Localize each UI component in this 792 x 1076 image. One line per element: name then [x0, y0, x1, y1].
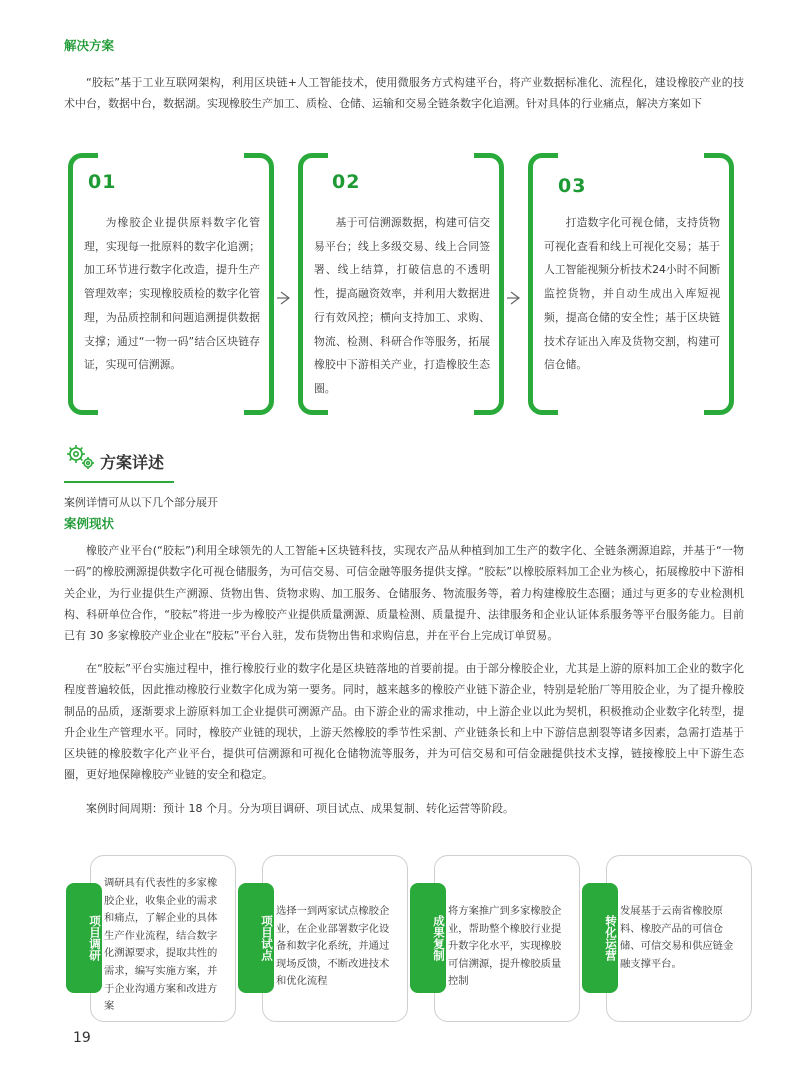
case-paragraph-2: 在“胶耘”平台实施过程中，推行橡胶行业的数字化是区块链落地的首要前提。由于部分橡胶企业，尤其是上游的原料加工企业的数字化程度普遍较低，因此推动橡胶行业数字化成为第一要务。同时，越来越多的橡胶产业链下游企业，特别是轮胎厂等用胶企业，为了提升橡胶制品的品质，逐渐要求上游原料加工企业提供可溯源产品。由下游企业的需求推动，中上游企业以此为契机，积极推动企业数字化转型，提升企业生产管理水平。同时，橡胶产业链的现状，上游天然橡胶的季节性采割、产业链条长和上中下游信息割裂等诸多因素，急需打造基于区块链的橡胶数字化产业平台，提供可信溯源和可视化仓储物流等服务，并为可信交易和可信金融提供技术支撑，链接橡胶上中下游生态圈，更好地保障橡胶产业链的安全和稳定。: [64, 662, 744, 782]
phase-tab: 成果复制: [410, 883, 446, 993]
section-title: 方案详述: [100, 453, 165, 472]
solution-intro: “胶耘”基于工业互联网架构，利用区块链+人工智能技术，使用微服务方式构建平台，将产业数据标准化、流程化，建设橡胶产业的技术中台，数据中台，数据湖。实现橡胶生产加工、质检、仓储、运输和交易全链条数字化追溯。针对具体的行业痛点，解决方案如下: [64, 76, 744, 111]
phase-text: 调研具有代表性的多家橡胶企业，收集企业的需求和痛点，了解企业的具体生产作业流程，结合数字化溯源要求，提取共性的需求，编写实施方案，并于企业沟通方案和改进方案: [104, 877, 218, 1013]
page-number: 19: [73, 1030, 91, 1046]
case-paragraph-1: 橡胶产业平台(“胶耘”)利用全球领先的人工智能+区块链科技，实现农产品从种植到加工生产的数字化、全链条溯源追踪，并基于“一物一码”的橡胶溯源提供数字化可视仓储服务，为可信交易、可信金融等服务提供支撑。“胶耘”以橡胶原料加工企业为核心，拓展橡胶中下游相关企业，为行业提供生产溯源、货物出售、货物求购、加工服务、仓储服务、物流服务等，着力构建橡胶生态圈；通过与更多的专业检测机构、科研单位合作，“胶耘”将进一步为橡胶产业提供质量溯源、质量检测、质量提升、法律服务和企业认证体系服务等平台服务能力。目前已有 30 多家橡胶产业企业在“胶耘”平台入驻，发布货物出售和求购信息，并在平台上完成订单贸易。: [64, 544, 744, 643]
solution-title: 解决方案: [64, 38, 115, 53]
card-text: 为橡胶企业提供原料数字化管理，实现每一批原料的数字化追溯；加工环节进行数字化改造，提升生产管理效率；实现橡胶质检的数字化管理，为品质控制和问题追溯提供数据支撑；通过“一物一码”结合区块链存证，实现可信溯源。: [84, 216, 260, 372]
solution-card-1: [68, 153, 274, 415]
solution-card-3: [528, 153, 734, 415]
card-number: 01: [88, 171, 117, 193]
phase-replication: [410, 855, 580, 1022]
arrow-right-icon: [277, 290, 293, 306]
section-underline: [64, 481, 174, 483]
phase-research: [66, 855, 236, 1022]
gears-icon: [64, 442, 98, 472]
phase-operation: [582, 855, 752, 1022]
arrow-right-icon: [507, 290, 523, 306]
card-text: 基于可信溯源数据，构建可信交易平台；线上多级交易、线上合同签署、线上结算，打破信息的不透明性，提高融资效率，并利用大数据进行有效风控；横向支持加工、求购、物流、检测、科研合作等服务，拓展橡胶中下游相关产业，打造橡胶生态圈。: [314, 216, 490, 395]
phase-pilot: [238, 855, 408, 1022]
solution-card-2: [298, 153, 504, 415]
phase-text: 选择一到两家试点橡胶企业，在企业部署数字化设备和数字化系统，并通过现场反馈，不断改进技术和优化流程: [276, 905, 390, 988]
card-number: 03: [558, 175, 587, 197]
card-number: 02: [332, 171, 361, 193]
phase-text: 发展基于云南省橡胶原料、橡胶产品的可信仓储、可信交易和供应链金融支撑平台。: [620, 905, 734, 970]
phase-tab: 项目试点: [238, 883, 274, 993]
phase-tab: 转化运营: [582, 883, 618, 993]
phase-tab: 项目调研: [66, 883, 102, 993]
case-paragraph-3: 案例时间周期：预计 18 个月。分为项目调研、项目试点、成果复制、转化运营等阶段。: [86, 802, 514, 815]
phase-text: 将方案推广到多家橡胶企业，帮助整个橡胶行业提升数字化水平，实现橡胶可信溯源，提升橡胶质量控制: [448, 905, 562, 988]
section-subtitle: 案例详情可从以下几个部分展开: [64, 496, 218, 509]
case-title: 案例现状: [64, 516, 115, 531]
card-text: 打造数字化可视仓储，支持货物可视化查看和线上可视化交易；基于人工智能视频分析技术24小时不间断监控货物，并自动生成出入库短视频，提高仓储的安全性；基于区块链技术存证出入库及货物交割，构建可信仓储。: [544, 216, 720, 372]
